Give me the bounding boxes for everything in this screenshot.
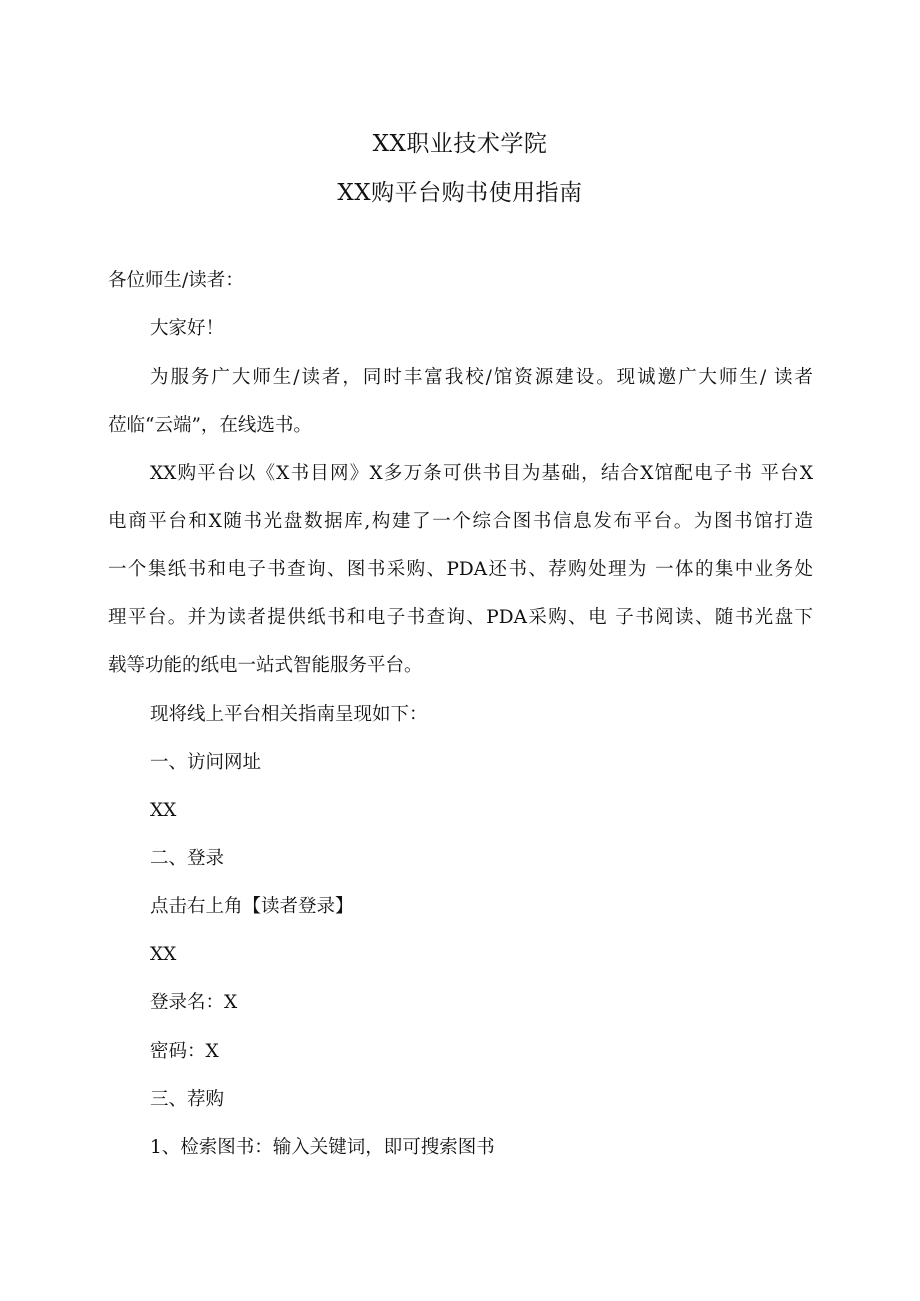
platform-line-3: 一个集纸书和电子书查询、图书采购、PDA还书、荐购处理为 一体的集中业务处: [108, 559, 813, 580]
platform-line-4: 理平台。并为读者提供纸书和电子书查询、PDA采购、电 子书阅读、随书光盘下: [108, 607, 813, 628]
section-heading-recommend: 三、荐购: [150, 1089, 225, 1110]
login-password: 密码：X: [150, 1041, 219, 1062]
login-value: XX: [150, 944, 177, 965]
section-heading-access: 一、访问网址: [150, 752, 262, 773]
login-username: 登录名：X: [150, 992, 238, 1013]
institution-title: XX职业技术学院: [372, 131, 548, 157]
greeting: 大家好！: [150, 318, 225, 339]
recommend-step-1: 1、检索图书：输入关键词，即可搜索图书: [150, 1137, 495, 1158]
salutation: 各位师生/读者：: [108, 270, 244, 291]
platform-line-2: 电商平台和X随书光盘数据库,构建了一个综合图书信息发布平台。为图书馆打造: [108, 511, 813, 532]
login-instruction: 点击右上角【读者登录】: [150, 896, 354, 917]
platform-line-1: XX购平台以《X书目网》X多万条可供书目为基础，结合X馆配电子书 平台X: [150, 463, 813, 484]
section-heading-login: 二、登录: [150, 848, 225, 869]
intro-line-1: 为服务广大师生/读者，同时丰富我校/馆资源建设。现诚邀广大师生/ 读者: [150, 367, 813, 388]
intro-line-2: 莅临“云端”，在线选书。: [108, 415, 312, 436]
guide-intro: 现将线上平台相关指南呈现如下：: [150, 704, 428, 725]
access-url: XX: [150, 800, 177, 821]
guide-title: XX购平台购书使用指南: [337, 180, 583, 206]
platform-line-5: 载等功能的纸电一站式智能服务平台。: [108, 655, 423, 676]
